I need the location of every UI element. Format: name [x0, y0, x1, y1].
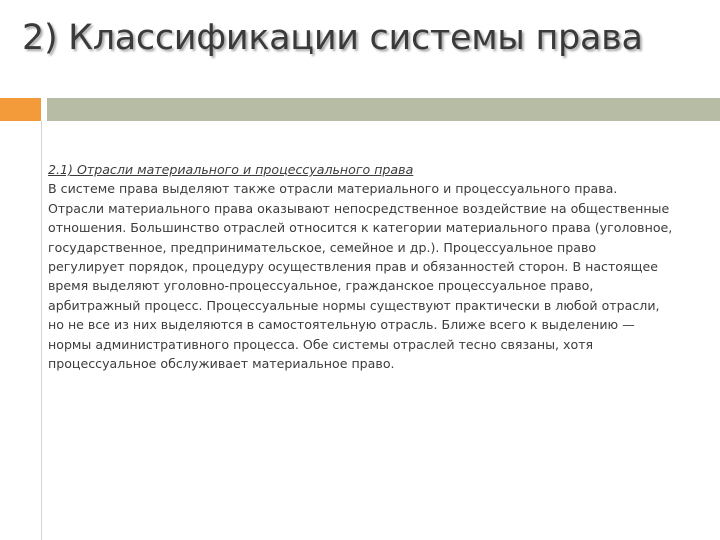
slide-title: 2) Классификации системы права	[22, 18, 643, 58]
body-paragraph: В системе права выделяют также отрасли материального и процессуального права. Отрасли материального права оказывают непосредственное воздействие на общественные отношения. Большинство отраслей относится к категории материального права (уголовное, государственное, предпринимательское, семейное и др.). Процессуальное право регулирует порядок, процедуру осуществления прав и обязанностей сторон. В настоящее время выделяют уголовно-процессуальное, гражданское процессуальное право, арбитражный процесс. Процессуальные нормы существуют практически в любой отрасли, но не все из них выделяются в самостоятельную отрасль. Ближе всего к выделению — нормы административного процесса. Обе системы отраслей тесно связаны, хотя процессуальное обслуживает материальное право.	[48, 181, 673, 372]
accent-bar	[47, 98, 720, 121]
vertical-divider	[41, 121, 42, 540]
accent-square	[0, 98, 41, 121]
section-subheading: 2.1) Отрасли материального и процессуального права	[48, 162, 414, 177]
slide-content	[48, 160, 673, 373]
